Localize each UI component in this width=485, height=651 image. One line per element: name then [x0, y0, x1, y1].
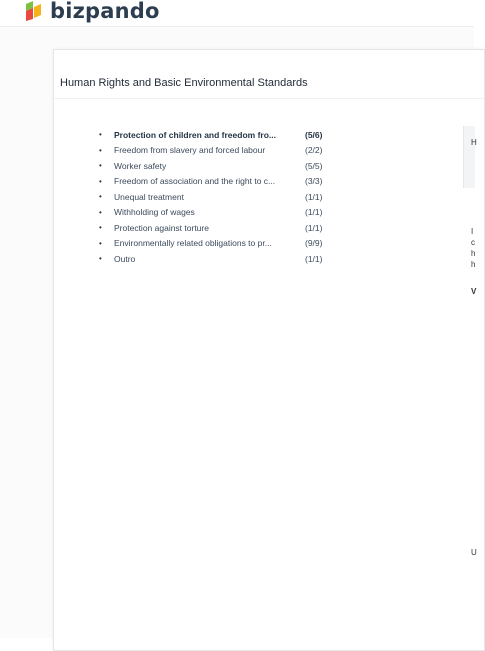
- top-bar: [0, 0, 474, 27]
- toc-item-label[interactable]: Withholding of wages: [114, 207, 195, 218]
- bullet-icon: •: [99, 238, 102, 248]
- bullet-icon: •: [99, 254, 102, 264]
- toc-item-progress: (3/3): [305, 176, 323, 187]
- bullet-icon: •: [99, 161, 102, 171]
- toc-item[interactable]: [99, 236, 322, 252]
- side-text-fragment: U: [471, 548, 477, 557]
- toc-item-progress: (1/1): [305, 191, 323, 202]
- bullet-icon: •: [99, 192, 102, 202]
- toc-item[interactable]: [99, 251, 322, 267]
- table-of-contents: [99, 127, 322, 267]
- toc-item-label[interactable]: Protection against torture: [114, 222, 209, 233]
- toc-item[interactable]: [99, 220, 322, 236]
- toc-item[interactable]: [99, 127, 322, 143]
- side-text-fragment: H: [471, 138, 477, 147]
- bullet-icon: •: [99, 176, 102, 186]
- toc-item-label[interactable]: Freedom from slavery and forced labour: [114, 145, 266, 156]
- side-text-fragment: V: [471, 287, 477, 296]
- bullet-icon: •: [99, 223, 102, 233]
- side-text-fragment: h: [471, 249, 476, 258]
- brand-logo[interactable]: [24, 0, 160, 22]
- section-card: [53, 49, 485, 651]
- toc-item[interactable]: [99, 174, 322, 190]
- toc-item-progress: (5/5): [305, 160, 323, 171]
- bullet-icon: •: [99, 130, 102, 140]
- toc-item-label[interactable]: Unequal treatment: [114, 191, 184, 202]
- toc-item-label[interactable]: Environmentally related obligations to pr...: [114, 238, 272, 249]
- toc-item-label[interactable]: Outro: [114, 253, 136, 264]
- side-text-fragment: I: [471, 227, 474, 236]
- brand-name: bizpando: [50, 0, 160, 23]
- section-title: Human Rights and Basic Environmental Standards: [60, 77, 308, 89]
- bizpando-logo-icon: [24, 1, 44, 21]
- divider: [54, 98, 484, 99]
- toc-item-progress: (9/9): [305, 238, 323, 249]
- toc-item-progress: (5/6): [305, 129, 323, 140]
- side-panel: [463, 126, 475, 188]
- toc-item-progress: (2/2): [305, 145, 323, 156]
- side-text-fragment: c: [471, 238, 475, 247]
- toc-item-label[interactable]: Protection of children and freedom fro...: [114, 129, 276, 140]
- bullet-icon: •: [99, 207, 102, 217]
- toc-item[interactable]: [99, 189, 322, 205]
- toc-item-label[interactable]: Freedom of association and the right to c...: [114, 176, 276, 187]
- toc-item-progress: (1/1): [305, 207, 323, 218]
- bullet-icon: •: [99, 145, 102, 155]
- toc-item-label[interactable]: Worker safety: [114, 160, 167, 171]
- toc-item[interactable]: [99, 143, 322, 159]
- toc-item-progress: (1/1): [305, 253, 323, 264]
- toc-item[interactable]: [99, 205, 322, 221]
- side-text-fragment: h: [471, 260, 476, 269]
- toc-item-progress: (1/1): [305, 222, 323, 233]
- toc-item[interactable]: [99, 158, 322, 174]
